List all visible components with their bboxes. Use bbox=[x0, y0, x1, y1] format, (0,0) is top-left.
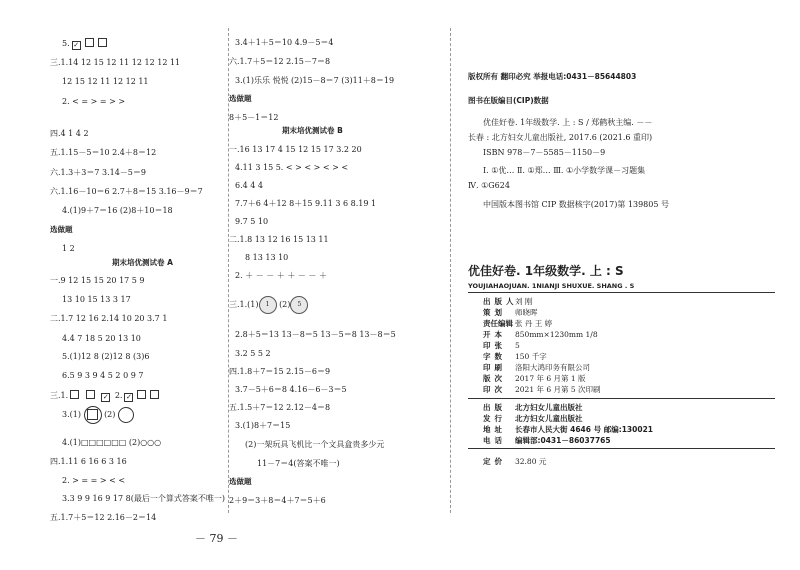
answer-line bbox=[62, 38, 109, 50]
answer-line: 二.1.8 13 12 16 15 13 11 bbox=[229, 235, 329, 244]
checkbox-checked-icon: ✓ bbox=[73, 41, 80, 49]
info-row: 开本 850mm×1230mm 1/8 bbox=[483, 330, 598, 339]
answer-text: (2) bbox=[279, 300, 291, 309]
answer-line: 三.1. ✓ 2. ✓ bbox=[50, 390, 161, 402]
section-heading: 选做题 bbox=[229, 477, 252, 486]
answer-line: 4.4 7 18 5 20 13 10 bbox=[62, 334, 141, 343]
info-row: 印刷 洛阳大鸿印务有限公司 bbox=[483, 363, 590, 372]
cip-line: 长春 : 北方妇女儿童出版社, 2017.6 (2021.6 重印) bbox=[468, 133, 653, 142]
divider bbox=[468, 448, 775, 449]
checkbox-icon bbox=[150, 390, 159, 399]
answer-line: 2. > = = > < < bbox=[62, 476, 126, 485]
cip-line: Ⅰ. ①优… Ⅱ. ①郑… Ⅲ. ①小学数学课－习题集 bbox=[483, 166, 646, 175]
answer-line: 4.11 3 15 5. < > < > < > < bbox=[235, 163, 349, 172]
answer-line: 6.4 4 4 bbox=[235, 181, 263, 190]
info-row: 发行 北方妇女儿童出版社 bbox=[483, 414, 583, 423]
answer-line: 五.1.7＋5＝12 2.16－2＝14 bbox=[50, 513, 157, 522]
answer-line bbox=[229, 296, 308, 314]
answer-line: 7.7＋6 4＋12 8＋15 9.11 3 6 8.19 1 bbox=[235, 199, 377, 208]
divider bbox=[468, 398, 775, 399]
column-divider bbox=[450, 28, 451, 513]
answer-line: 一.9 12 15 15 20 17 5 9 bbox=[50, 276, 145, 285]
answer-line: 3.2 5 5 2 bbox=[235, 349, 271, 358]
answer-line: 四.1.8＋7＝15 2.15－6＝9 bbox=[229, 367, 331, 376]
answer-line: 11－7＝4(答案不唯一) bbox=[257, 459, 340, 468]
answer-line: 8 13 13 10 bbox=[245, 253, 289, 262]
cip-line: 中国版本图书馆 CIP 数据核字(2017)第 139805 号 bbox=[483, 200, 669, 209]
answer-line: 4.(1)9＋7＝16 (2)8＋10＝18 bbox=[62, 206, 173, 215]
test-title: 期末培优测试卷 B bbox=[282, 126, 343, 135]
info-row: 出版 北方妇女儿童出版社 bbox=[483, 403, 583, 412]
answer-text: 5. bbox=[62, 39, 70, 48]
circle-icon bbox=[118, 407, 134, 423]
checkbox-icon bbox=[98, 38, 107, 47]
answer-text: 三.1. bbox=[50, 391, 69, 400]
copyright-notice: 版权所有 翻印必究 举报电话:0431－85644803 bbox=[468, 72, 637, 81]
answer-line: 四.1.11 6 16 6 3 16 bbox=[50, 457, 127, 466]
info-row: 出版人刘 刚 bbox=[483, 297, 533, 306]
answer-line: 2＋9＝3＋8＝4＋7＝5＋6 bbox=[229, 496, 326, 505]
answer-line: 4.(1)□□□□□□ (2)○○○ bbox=[62, 438, 162, 447]
answer-line: 六.1.3＋3＝7 3.14－5＝9 bbox=[50, 168, 146, 177]
answer-line: 6.5 9 3 9 4 5 2 0 9 7 bbox=[62, 371, 144, 380]
section-heading: 选做题 bbox=[50, 225, 73, 234]
answer-line: 六.1.7＋5＝12 2.15－7＝8 bbox=[229, 57, 331, 66]
answer-line: 四.4 1 4 2 bbox=[50, 129, 89, 138]
cip-line: ISBN 978－7－5585－1150－9 bbox=[483, 148, 606, 157]
checkbox-icon bbox=[85, 38, 94, 47]
answer-text: 三.1.(1) bbox=[229, 300, 259, 309]
answer-line bbox=[62, 406, 134, 424]
info-row: 印张 5 bbox=[483, 341, 520, 350]
answer-line: 8＋5－1＝12 bbox=[229, 113, 279, 122]
checkbox-checked-icon: ✓ bbox=[102, 393, 109, 401]
answer-line: 五.1.5＋7＝12 2.12－4＝8 bbox=[229, 403, 331, 412]
answer-line: 3.(1)8＋7＝15 bbox=[235, 421, 291, 430]
answer-line: 13 10 15 13 3 17 bbox=[62, 295, 131, 304]
checkbox-icon bbox=[86, 390, 95, 399]
info-row: 地址 长春市人民大街 4646 号 邮编:130021 bbox=[483, 425, 654, 434]
answer-line: 12 15 12 11 12 12 11 bbox=[62, 77, 149, 86]
answer-line: 2. ＋ － － ＋ ＋ － － ＋ bbox=[235, 271, 327, 280]
answer-line: 3.7－5＋6＝8 4.16－6－3＝5 bbox=[235, 385, 347, 394]
answer-text: 3.(1) bbox=[62, 410, 81, 419]
answer-line: 9.7 5 10 bbox=[235, 217, 269, 226]
info-row: 字数 150 千字 bbox=[483, 352, 547, 361]
page-number: － 79 － bbox=[195, 532, 238, 545]
answer-line: 3.3 9 9 16 9 17 8(最后一个算式答案不唯一) bbox=[62, 494, 225, 503]
book-title: 优佳好卷. 1年级数学. 上 : S bbox=[468, 264, 624, 278]
info-row: 版次 2017 年 6 月第 1 版 bbox=[483, 374, 586, 383]
cip-heading: 图书在版编目(CIP)数据 bbox=[468, 96, 549, 105]
answer-line: 2.8＋5＝13 13－8＝5 13－5＝8 13－8＝5 bbox=[235, 330, 396, 339]
answer-line: 三.1.14 12 15 12 11 12 12 12 11 bbox=[50, 58, 181, 67]
checkbox-checked-icon: ✓ bbox=[126, 393, 132, 401]
answer-line: 1 2 bbox=[62, 244, 75, 253]
info-row: 策划 师晓晖 bbox=[483, 308, 538, 317]
cip-line: 优佳好卷. 1年级数学. 上 : S / 郑鹤秋主编. －－ bbox=[483, 118, 653, 127]
book-pinyin: YOUJIAHAOJUAN. 1NIANJI SHUXUE. SHANG . S bbox=[468, 282, 635, 290]
answer-line: 3.(1)乐乐 悦悦 (2)15－8＝7 (3)11＋8＝19 bbox=[235, 76, 395, 85]
answer-line: 一.16 13 17 4 15 12 15 17 3.2 20 bbox=[229, 145, 362, 154]
info-row: 责任编辑 张 丹 王 婷 bbox=[483, 319, 553, 328]
checkbox-icon bbox=[137, 390, 146, 399]
cip-line: Ⅳ. ①G624 bbox=[468, 181, 510, 190]
test-title: 期末培优测试卷 A bbox=[112, 258, 173, 267]
square-in-circle-icon bbox=[84, 406, 102, 424]
info-row: 印次 2021 年 6 月第 5 次印刷 bbox=[483, 385, 601, 394]
answer-line: 五.1.15－5＝10 2.4＋8＝12 bbox=[50, 148, 157, 157]
answer-line: 5.(1)12 8 (2)12 8 (3)6 bbox=[62, 352, 150, 361]
info-row: 电话 编辑部:0431－86037765 bbox=[483, 436, 611, 445]
price-row: 定价 32.80 元 bbox=[483, 457, 547, 466]
checkbox-icon bbox=[70, 390, 79, 399]
answer-line: 二.1.7 12 16 2.14 10 20 3.7 1 bbox=[50, 314, 168, 323]
answer-line: 六.1.16－10＝6 2.7＋8＝15 3.16－9＝7 bbox=[50, 187, 203, 196]
answer-line: 2. < = > = > > bbox=[62, 97, 126, 106]
section-heading: 选做题 bbox=[229, 94, 252, 103]
answer-text: (2) bbox=[104, 410, 116, 419]
coin-icon: 5 bbox=[290, 296, 308, 314]
answer-line: 3.4＋1＋5＝10 4.9－5＝4 bbox=[235, 38, 334, 47]
answer-line: (2)一架玩具飞机比一个文具盒贵多少元 bbox=[245, 440, 385, 449]
coin-icon: 1 bbox=[259, 296, 277, 314]
divider bbox=[468, 292, 775, 293]
